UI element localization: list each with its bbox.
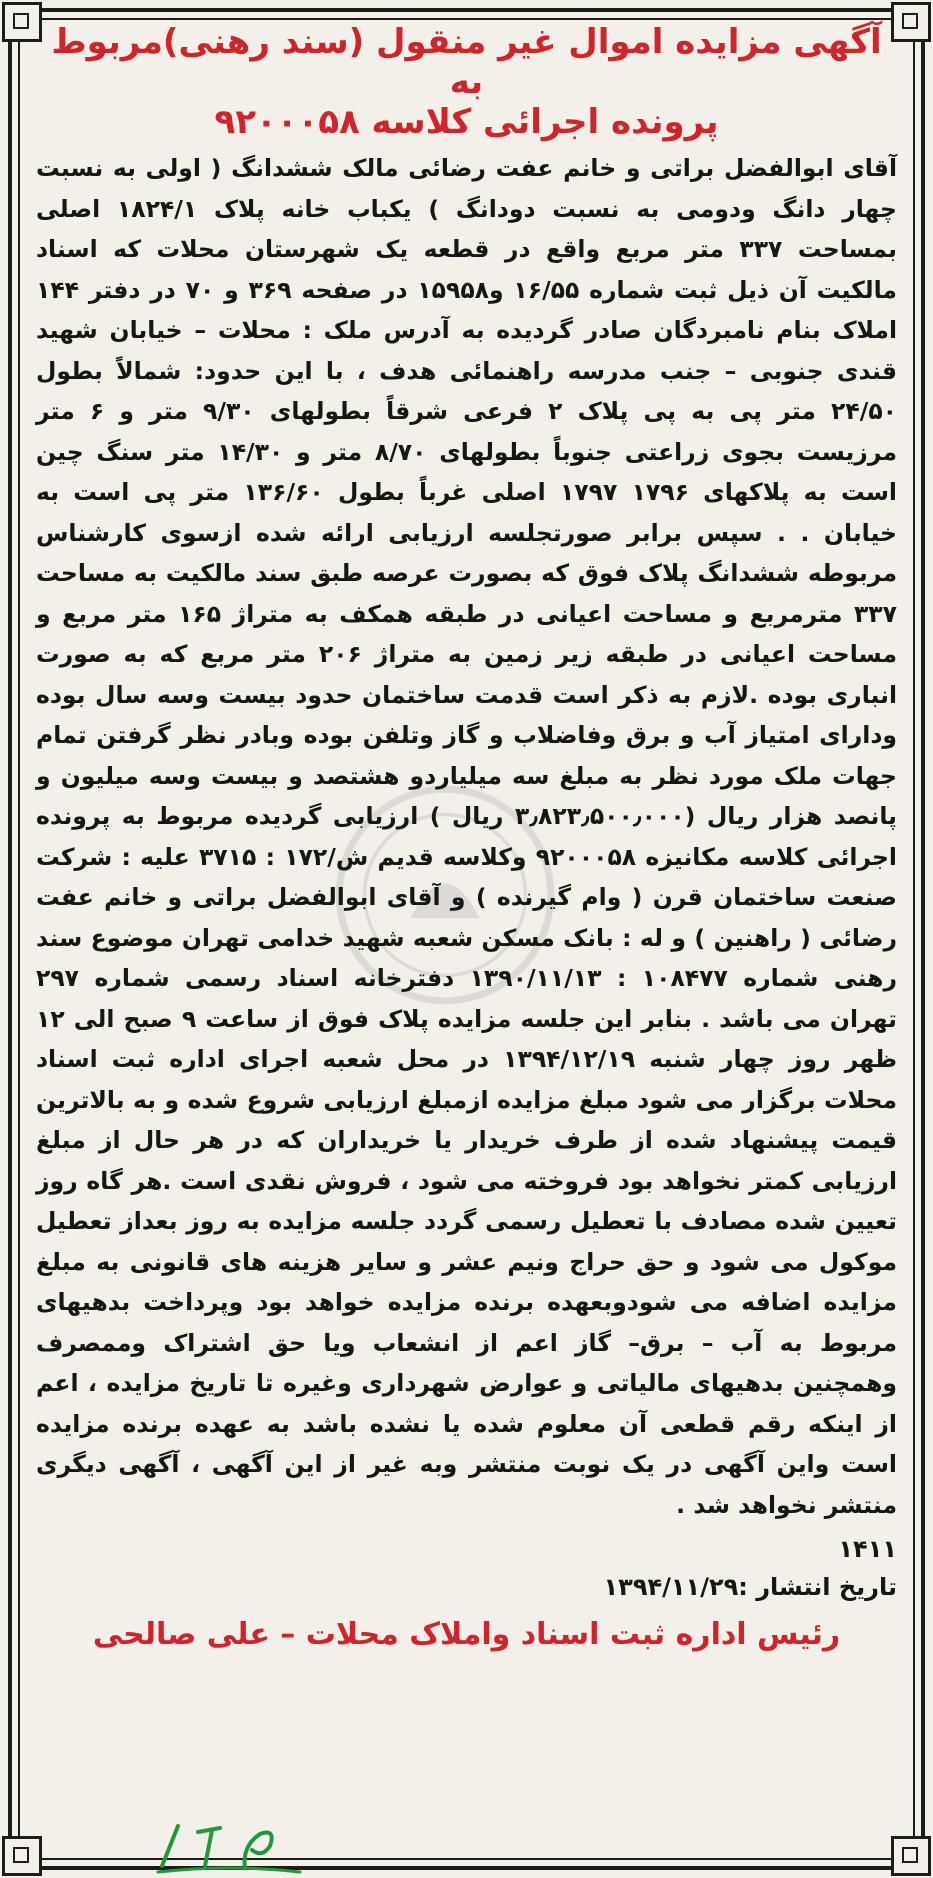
corner-ornament: [891, 1836, 931, 1876]
publish-date: تاریخ انتشار :۱۳۹۴/۱۱/۲۹: [603, 1573, 897, 1601]
title-line-2: پرونده اجرائی کلاسه ۹۲۰۰۰۵۸: [214, 102, 719, 142]
corner-ornament: [891, 2, 931, 42]
title-line-1: آگهی مزایده اموال غیر منقول (سند رهنی)مربوط به: [51, 22, 882, 102]
handwritten-number-mark: [150, 1816, 320, 1876]
signature-line: رئیس اداره ثبت اسناد واملاک محلات – علی صالحی: [92, 1617, 841, 1652]
notice-content: [36, 22, 897, 1838]
notice-code: ۱۴۱۱: [838, 1535, 897, 1563]
corner-ornament: [2, 1836, 42, 1876]
notice-body: آقای ابوالفضل براتی و خانم عفت رضائی مالک ششدانگ ( اولی به نسبت چهار دانگ ودومی به نسبت دودانگ ) یکباب خانه پلاک ۱۸۲۴/۱ اصلی بمساحت ۳۳۷ متر مربع واقع در قطعه یک شهرستان محلات که اسناد مالکیت آن ذیل ثبت شماره ۱۶/۵۵ و۱۵۹۵۸ در صفحه ۳۶۹ و ۷۰ در دفتر ۱۴۴ املاک بنام نامبردگان صادر گردیده به آدرس ملک : محلات – خیابان شهید قندی جنوبی – جنب مدرسه راهنمائی هدف ، با این حدود: شمالاً بطول ۲۴/۵۰ متر پی به پی پلاک ۲ فرعی شرقاً بطولهای ۹/۳۰ متر و ۶ متر مرزیست بجوی زراعتی جنوباً بطولهای ۸/۷۰ متر و ۱۴/۳۰ متر سنگ چین است به پلاکهای ۱۷۹۶ ۱۷۹۷ اصلی غرباً بطول ۱۳۶/۶۰ متر پی است به خیابان . . سپس برابر صورتجلسه ارزیابی ارائه شده ازسوی کارشناس مربوطه ششدانگ پلاک فوق که بصورت عرصه طبق سند مالکیت به مساحت ۳۳۷ مترمربع و مساحت اعیانی در طبقه همکف به متراژ ۱۶۵ متر مربع و مساحت اعیانی در طبقه زیر زمین به متراژ ۲۰۶ متر مربع که به صورت انباری بوده .لازم به ذکر است قدمت ساختمان حدود بیست وسه سال بوده ودارای امتیاز آب و برق وفاضلاب و گاز وتلفن بوده وبادر نظر گرفتن تمام جهات ملک مورد نظر به مبلغ سه میلیاردو هشتصد و بیست وسه میلیون و پانصد هزار ریال (۳٫۸۲۳٫۵۰۰٫۰۰۰ ریال ) ارزیابی گردیده مربوط به پرونده اجرائی کلاسه مکانیزه ۹۲۰۰۰۵۸ وکلاسه قدیم ش/۱۷۲ : ۳۷۱۵ علیه : شرکت صنعت ساختمان قرن ( وام گیرنده ) و آقای ابوالفضل براتی و خانم عفت رضائی ( راهنین ) و له : بانک مسکن شعبه شهید خدامی تهران موضوع سند رهنی شماره ۱۰۸۴۷۷ : ۱۳۹۰/۱۱/۱۳ دفترخانه اسناد رسمی شماره ۲۹۷ تهران می باشد . بنابر این جلسه مزایده پلاک فوق از ساعت ۹ صبح الی ۱۲ ظهر روز چهار شنبه ۱۳۹۴/۱۲/۱۹ در محل شعبه اجرای اداره ثبت اسناد محلات برگزار می شود مبلغ مزایده ازمبلغ ارزیابی شروع شده و به بالاترین قیمت پیشنهاد شده از طرف خریدار یا خریداران که در هر حال از مبلغ ارزیابی کمتر نخواهد بود فروخته می شود ، فروش نقدی است .هر گاه روز تعیین شده مصادف با تعطیل رسمی گردد جلسه مزایده به روز بعداز تعطیل موکول می شود و حق حراج ونیم عشر و سایر هزینه های قانونی به مبلغ مزایده اضافه می شودوبعهده برنده مزایده خواهد بود وپرداخت بدهیهای مربوط به آب – برق– گاز اعم از انشعاب ویا حق اشتراک وممصرف وهمچنین بدهیهای مالیاتی و عوارض شهرداری وغیره تا تاریخ مزایده ، اعم از اینکه رقم قطعی آن معلوم شده یا نشده باشد به عهده برنده مزایده است واین آگهی در یک نوبت منتشر وبه غیر از این آگهی ، آگهی دیگری منتشر نخواهد شد .: [36, 154, 898, 1519]
notice-title: [36, 22, 897, 142]
